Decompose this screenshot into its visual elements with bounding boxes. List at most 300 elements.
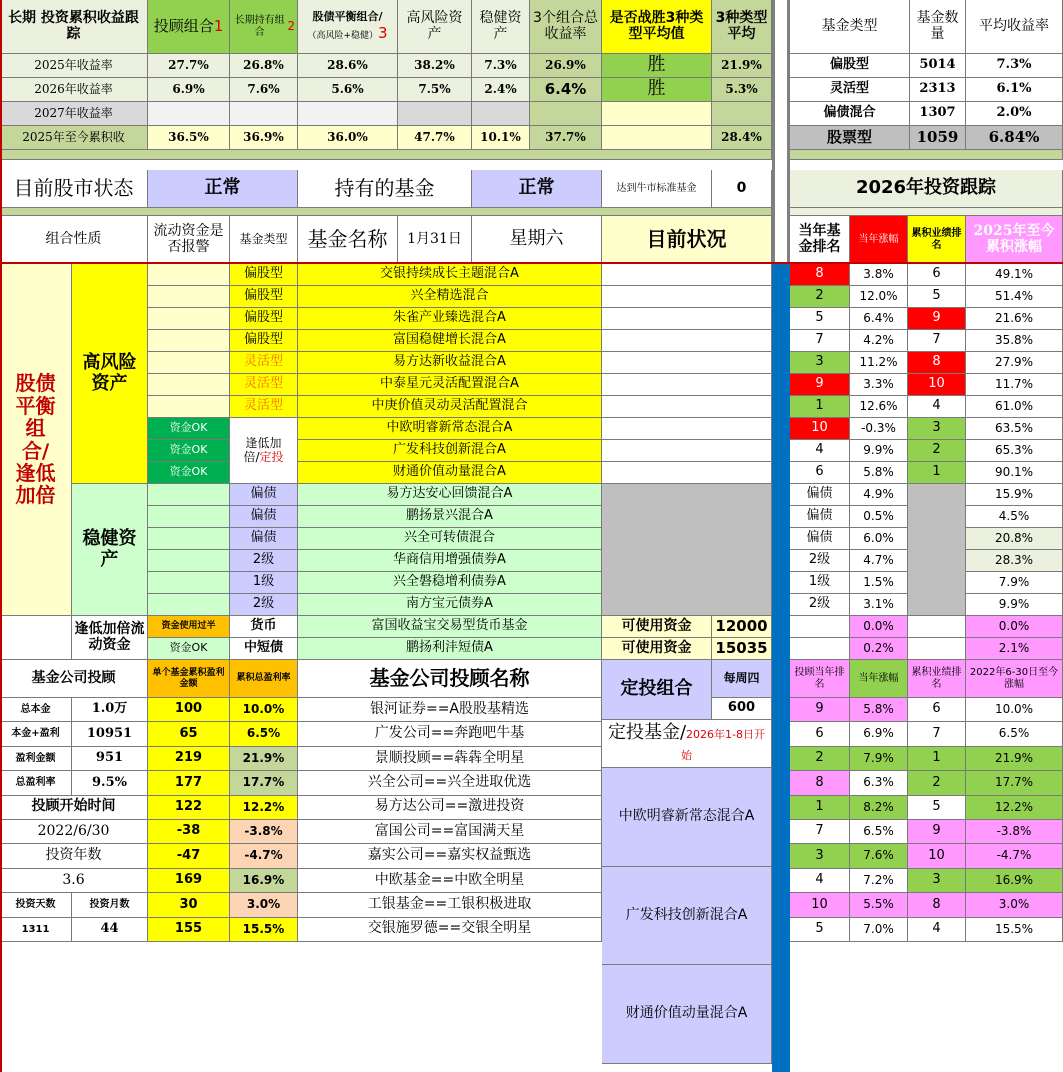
available-cash-label: 可使用资金 <box>602 616 712 638</box>
advisor-amount-header: 单个基金累积盈利金额 <box>148 660 230 698</box>
year-rank <box>790 616 850 638</box>
advisor-cumrank: 2 <box>908 771 966 795</box>
fund-name[interactable]: 富国稳健增长混合A <box>298 330 602 352</box>
advisor-amount: 219 <box>148 747 230 771</box>
cum-gain: 65.3% <box>966 440 1063 462</box>
summary-value <box>602 102 712 126</box>
fund-name[interactable]: 广发科技创新混合A <box>298 440 602 462</box>
plan-start: 2026年1-8日开始 <box>681 728 766 762</box>
year-rank: 2 <box>790 286 850 308</box>
report-cell: 资金使用过半 <box>148 616 230 638</box>
state-header: 目前状况 <box>602 216 772 264</box>
fund-name[interactable]: 富国收益宝交易型货币基金 <box>298 616 602 638</box>
summary-value <box>148 102 230 126</box>
advisor-rate: 21.9% <box>230 747 298 771</box>
advisor-cumrank-header: 累积业绩排名 <box>908 660 966 698</box>
report-cell <box>148 264 230 286</box>
available-cash-amount: 12000 <box>712 616 772 638</box>
summary-value: 26.9% <box>530 54 602 78</box>
fund-name[interactable]: 易方达安心回馈混合A <box>298 484 602 506</box>
header-number: 2 <box>287 18 295 33</box>
advisor-rank: 2 <box>790 747 850 771</box>
info-label: 盈利金额 <box>0 747 72 771</box>
advisor-amount: -38 <box>148 820 230 844</box>
type-header: 基金类型 <box>230 216 298 264</box>
fund-state <box>602 418 772 440</box>
summary-value <box>472 102 530 126</box>
fund-type-cell: 灵活型 <box>230 352 298 374</box>
fund-type-cell: 偏股型 <box>230 330 298 352</box>
info-value: 3.6 <box>0 869 148 893</box>
year-gain: 1.5% <box>850 572 908 594</box>
advisor-cum: 17.7% <box>966 771 1063 795</box>
advisor-cumrank: 9 <box>908 820 966 844</box>
advisor-rate: 15.5% <box>230 918 298 942</box>
fund-name[interactable]: 中泰星元灵活配置混合A <box>298 374 602 396</box>
year-rank: 9 <box>790 374 850 396</box>
plan-fund-name[interactable]: 广发科技创新混合A <box>602 867 772 966</box>
fund-state <box>602 308 772 330</box>
status-band <box>0 208 772 216</box>
report-cell <box>148 594 230 616</box>
status-band-right <box>790 208 1063 216</box>
fund-type-header: 基金类型 <box>790 0 910 54</box>
fund-state <box>602 330 772 352</box>
info-value: 44 <box>72 918 148 942</box>
weekday-header: 星期六 <box>472 216 602 264</box>
fund-name[interactable]: 财通价值动量混合A <box>298 462 602 484</box>
cum-gain: 21.6% <box>966 308 1063 330</box>
advisor-rate: 16.9% <box>230 869 298 893</box>
plan-amount: 600 <box>712 698 772 720</box>
fund-type-cell: 2.0% <box>966 102 1063 126</box>
advisor-name[interactable]: 中欧基金==中欧全明星 <box>298 869 602 893</box>
summary-header-7 <box>602 0 712 54</box>
advisor-cum: 10.0% <box>966 698 1063 722</box>
report-cell: 资金OK <box>148 418 230 440</box>
cum-gain: 35.8% <box>966 330 1063 352</box>
advisor-amount: 100 <box>148 698 230 722</box>
cum-rank: 2 <box>908 440 966 462</box>
group-cash: 逢低加倍流动资金 <box>72 616 148 660</box>
fund-type-cell: 1307 <box>910 102 966 126</box>
summary-value: 7.3% <box>472 54 530 78</box>
advisor-cum: 21.9% <box>966 747 1063 771</box>
advisor-cumrank: 6 <box>908 698 966 722</box>
advisor-amount: 65 <box>148 722 230 746</box>
year-gain: 11.2% <box>850 352 908 374</box>
info-label: 本金+盈利 <box>0 722 72 746</box>
advisor-rate: 12.2% <box>230 796 298 820</box>
left-edge <box>0 0 2 1072</box>
line <box>232 437 295 450</box>
advisor-rate: 6.5% <box>230 722 298 746</box>
summary-row-label: 2026年收益率 <box>0 78 148 102</box>
fund-name[interactable]: 交银持续成长主题混合A <box>298 264 602 286</box>
advisor-rate: -3.8% <box>230 820 298 844</box>
year-rank: 1级 <box>790 572 850 594</box>
fund-type-cell: 6.84% <box>966 126 1063 150</box>
fund-state <box>602 286 772 308</box>
year-rank: 6 <box>790 462 850 484</box>
cum-rank <box>908 616 966 638</box>
report-cell <box>148 308 230 330</box>
summary-value: 胜 <box>602 54 712 78</box>
year-gain: 12.0% <box>850 286 908 308</box>
advisor-amount: 177 <box>148 771 230 795</box>
info-label: 总本金 <box>0 698 72 722</box>
line <box>232 451 295 464</box>
advisor-rank: 10 <box>790 893 850 917</box>
fund-type-cell: 偏债 <box>230 528 298 550</box>
advisor-gain: 7.6% <box>850 844 908 868</box>
advisor-rank: 8 <box>790 771 850 795</box>
dbl-text: 逢低加 <box>245 436 282 451</box>
info-value: 951 <box>72 747 148 771</box>
fund-name[interactable]: 华商信用增强债券A <box>298 550 602 572</box>
report-header: 流动资金是否报警 <box>148 216 230 264</box>
cum-rank: 5 <box>908 286 966 308</box>
advisor-rank: 9 <box>790 698 850 722</box>
advisor-gain: 6.3% <box>850 771 908 795</box>
cum-gain: 11.7% <box>966 374 1063 396</box>
cum-gain: 63.5% <box>966 418 1063 440</box>
fund-name[interactable]: 兴全精选混合 <box>298 286 602 308</box>
year-rank: 10 <box>790 418 850 440</box>
summary-value: 47.7% <box>398 126 472 150</box>
summary-header-3 <box>298 0 398 54</box>
fund-type-cell: 1级 <box>230 572 298 594</box>
header-label: 3个组合总收益率 <box>533 9 598 42</box>
cum-gain: 15.9% <box>966 484 1063 506</box>
summary-value: 36.0% <box>298 126 398 150</box>
advisor-rate-header: 累积总盈利率 <box>230 660 298 698</box>
summary-value: 7.5% <box>398 78 472 102</box>
advisor-cum: -3.8% <box>966 820 1063 844</box>
advisor-gain: 5.8% <box>850 698 908 722</box>
fund-name[interactable]: 中欧明睿新常态混合A <box>298 418 602 440</box>
summary-value: 28.6% <box>298 54 398 78</box>
fund-type-cell: 2313 <box>910 78 966 102</box>
summary-value: 27.7% <box>148 54 230 78</box>
advisor-title: 基金公司投顾 <box>0 660 148 698</box>
summary-value: 6.4% <box>530 78 602 102</box>
advisor-rank: 7 <box>790 820 850 844</box>
market-status-value: 正常 <box>148 170 298 208</box>
cum-gain: 49.1% <box>966 264 1063 286</box>
advisor-cum: 6.5% <box>966 722 1063 746</box>
date-header: 1月31日 <box>398 216 472 264</box>
header-line <box>307 25 387 43</box>
header-label: 投顾组合 <box>153 17 214 36</box>
year-gain: 0.2% <box>850 638 908 660</box>
fund-state <box>602 462 772 484</box>
fund-type-header: 平均收益率 <box>966 0 1063 54</box>
advisor-cum-header: 2022年6-30日至今涨幅 <box>966 660 1063 698</box>
year-gain: 12.6% <box>850 396 908 418</box>
info-label: 投资天数 <box>0 893 72 917</box>
header-number: 1 <box>213 17 224 36</box>
year-gain: 0.0% <box>850 616 908 638</box>
summary-row-label: 2027年收益率 <box>0 102 148 126</box>
summary-footer-band <box>0 150 772 160</box>
info-value: 投资月数 <box>72 893 148 917</box>
cum-gain: 0.0% <box>966 616 1063 638</box>
advisor-gain: 7.9% <box>850 747 908 771</box>
advisor-name[interactable]: 富国公司==富国满天星 <box>298 820 602 844</box>
report-cell <box>148 528 230 550</box>
advisor-name[interactable]: 嘉实公司==嘉实权益甄选 <box>298 844 602 868</box>
summary-value: 26.8% <box>230 54 298 78</box>
report-cell <box>148 374 230 396</box>
fund-name[interactable]: 兴全可转债混合 <box>298 528 602 550</box>
report-cell <box>148 484 230 506</box>
advisor-rank: 6 <box>790 722 850 746</box>
summary-value: 36.5% <box>148 126 230 150</box>
bull-standard-label: 达到牛市标准基金 <box>602 170 712 208</box>
year-gain: 3.3% <box>850 374 908 396</box>
cum-rank: 8 <box>908 352 966 374</box>
fund-state <box>602 440 772 462</box>
cum-rank: 7 <box>908 330 966 352</box>
advisor-rate: -4.7% <box>230 844 298 868</box>
fund-type-cell: 偏股型 <box>230 286 298 308</box>
advisor-rank: 1 <box>790 796 850 820</box>
year-rank: 1 <box>790 396 850 418</box>
year-rank: 3 <box>790 352 850 374</box>
advisor-name[interactable]: 广发公司==奔跑吧牛基 <box>298 722 602 746</box>
fund-state <box>602 352 772 374</box>
summary-header-5 <box>472 0 530 54</box>
summary-value: 36.9% <box>230 126 298 150</box>
advisor-rate: 10.0% <box>230 698 298 722</box>
fund-name[interactable]: 中庚价值灵动灵活配置混合 <box>298 396 602 418</box>
fund-type-cell: 偏股型 <box>230 308 298 330</box>
header-line <box>312 10 382 25</box>
advisor-rank: 3 <box>790 844 850 868</box>
rank-header: 当年基金排名 <box>790 216 850 264</box>
advisor-cum: -4.7% <box>966 844 1063 868</box>
advisor-cum: 16.9% <box>966 869 1063 893</box>
advisor-cum: 12.2% <box>966 796 1063 820</box>
fund-state <box>602 396 772 418</box>
report-cell: 资金OK <box>148 462 230 484</box>
summary-value: 5.6% <box>298 78 398 102</box>
summary-row-label: 2025年收益率 <box>0 54 148 78</box>
summary-value <box>602 126 712 150</box>
fund-name[interactable]: 鹏扬利沣短债A <box>298 638 602 660</box>
summary-header-2 <box>230 0 298 54</box>
summary-value <box>712 102 772 126</box>
fund-type-cell: 偏股型 <box>230 264 298 286</box>
group-cash-spacer <box>0 616 72 660</box>
plan-fund-name[interactable]: 中欧明睿新常态混合A <box>602 768 772 867</box>
cum-rank: 3 <box>908 418 966 440</box>
advisor-cumrank: 1 <box>908 747 966 771</box>
group-stable: 稳健资产 <box>72 484 148 616</box>
info-value: 1.0万 <box>72 698 148 722</box>
nature-header: 组合性质 <box>0 216 148 264</box>
advisor-name-header: 基金公司投顾名称 <box>298 660 602 698</box>
summary-header-6 <box>530 0 602 54</box>
report-cell <box>148 330 230 352</box>
info-value: 2022/6/30 <box>0 820 148 844</box>
advisor-rate: 17.7% <box>230 771 298 795</box>
advisor-gain: 7.2% <box>850 869 908 893</box>
summary-value: 7.6% <box>230 78 298 102</box>
fund-type-cell: 中短债 <box>230 638 298 660</box>
report-cell <box>148 396 230 418</box>
cum-gain: 51.4% <box>966 286 1063 308</box>
advisor-name[interactable]: 易方达公司==激进投资 <box>298 796 602 820</box>
market-status-label: 目前股市状态 <box>0 170 148 208</box>
year-gain: -0.3% <box>850 418 908 440</box>
fund-name[interactable]: 兴全磐稳增利债券A <box>298 572 602 594</box>
advisor-gain: 5.5% <box>850 893 908 917</box>
blue-divider <box>772 264 790 1072</box>
plan-fund-title <box>602 720 772 768</box>
fund-type-cell: 灵活型 <box>230 374 298 396</box>
report-cell <box>148 352 230 374</box>
summary-value: 28.4% <box>712 126 772 150</box>
advisor-rank-header: 投顾当年排名 <box>790 660 850 698</box>
advisor-gain: 6.5% <box>850 820 908 844</box>
section-line <box>0 262 1063 264</box>
fund-name[interactable]: 朱雀产业臻选混合A <box>298 308 602 330</box>
fund-type-cell: 股票型 <box>790 126 910 150</box>
advisor-name[interactable]: 景顺投顾==犇犇全明星 <box>298 747 602 771</box>
held-funds-value: 正常 <box>472 170 602 208</box>
fund-name[interactable]: 易方达新收益混合A <box>298 352 602 374</box>
cum-gain: 2.1% <box>966 638 1063 660</box>
summary-header-4 <box>398 0 472 54</box>
advisor-cumrank: 10 <box>908 844 966 868</box>
available-cash-label: 可使用资金 <box>602 638 712 660</box>
fund-type-cell: 灵活型 <box>790 78 910 102</box>
fund-type-header: 基金数量 <box>910 0 966 54</box>
fund-type-cell: 5014 <box>910 54 966 78</box>
year-gain: 4.9% <box>850 484 908 506</box>
track-title: 2026年投资跟踪 <box>790 170 1063 208</box>
year-rank: 7 <box>790 330 850 352</box>
fund-type-cell: 7.3% <box>966 54 1063 78</box>
summary-value <box>230 102 298 126</box>
stable-state-merged <box>602 484 772 616</box>
advisor-name[interactable]: 交银施罗德==交银全明星 <box>298 918 602 942</box>
plan-fund-label: 定投基金/ <box>607 722 687 744</box>
cum-rank-merged <box>908 484 966 616</box>
fund-type-cell: 6.1% <box>966 78 1063 102</box>
advisor-cum: 3.0% <box>966 893 1063 917</box>
report-cell: 资金OK <box>148 638 230 660</box>
summary-value <box>298 102 398 126</box>
fund-type-cell: 2级 <box>230 550 298 572</box>
info-label: 投顾开始时间 <box>0 796 148 820</box>
cum-gain: 4.5% <box>966 506 1063 528</box>
year-rank <box>790 638 850 660</box>
fund-type-cell: 2级 <box>230 594 298 616</box>
summary-header-1 <box>148 0 230 54</box>
summary-value: 37.7% <box>530 126 602 150</box>
year-gain: 6.0% <box>850 528 908 550</box>
cum-gain: 90.1% <box>966 462 1063 484</box>
advisor-cumrank: 8 <box>908 893 966 917</box>
advisor-rate: 3.0% <box>230 893 298 917</box>
year-gain: 3.1% <box>850 594 908 616</box>
cum-rank: 10 <box>908 374 966 396</box>
info-label: 1311 <box>0 918 72 942</box>
cum-gain: 20.8% <box>966 528 1063 550</box>
report-cell <box>148 286 230 308</box>
header-sub: （高风险+稳健） <box>307 31 378 41</box>
summary-value: 38.2% <box>398 54 472 78</box>
fund-state <box>602 374 772 396</box>
year-gain: 9.9% <box>850 440 908 462</box>
advisor-cumrank: 7 <box>908 722 966 746</box>
header-label: 股债平衡组合/ <box>312 10 383 24</box>
cum-gain: 27.9% <box>966 352 1063 374</box>
advisor-cumrank: 3 <box>908 869 966 893</box>
report-cell: 资金OK <box>148 440 230 462</box>
summary-value: 5.3% <box>712 78 772 102</box>
cum-rank-header: 累积业绩排名 <box>908 216 966 264</box>
advisor-amount: -47 <box>148 844 230 868</box>
year-gain: 6.4% <box>850 308 908 330</box>
cum-gain-header: 2025年至今累积涨幅 <box>966 216 1063 264</box>
fund-name[interactable]: 鹏扬景兴混合A <box>298 506 602 528</box>
cum-rank <box>908 638 966 660</box>
summary-value <box>530 102 602 126</box>
bull-standard-count: 0 <box>712 170 772 208</box>
group-main: 股债平衡组合/逢低加倍 <box>0 264 72 616</box>
advisor-name[interactable]: 银河证券==A股股基精选 <box>298 698 602 722</box>
advisor-rank: 4 <box>790 869 850 893</box>
year-rank: 2级 <box>790 550 850 572</box>
report-cell <box>148 550 230 572</box>
year-gain: 5.8% <box>850 462 908 484</box>
plan-day: 每周四 <box>712 660 772 698</box>
advisor-cumrank: 5 <box>908 796 966 820</box>
fund-name[interactable]: 南方宝元债券A <box>298 594 602 616</box>
advisor-name[interactable]: 工银基金==工银积极进取 <box>298 893 602 917</box>
name-header: 基金名称 <box>298 216 398 264</box>
report-cell <box>148 572 230 594</box>
fund-type-footer-band <box>790 150 1063 160</box>
year-gain: 4.2% <box>850 330 908 352</box>
plan-title: 定投组合 <box>602 660 712 720</box>
fund-state <box>602 264 772 286</box>
cum-rank: 1 <box>908 462 966 484</box>
year-rank: 2级 <box>790 594 850 616</box>
advisor-rank: 5 <box>790 918 850 942</box>
header-label: 高风险资产 <box>406 9 463 42</box>
fund-type-cell: 偏债混合 <box>790 102 910 126</box>
info-value: 10951 <box>72 722 148 746</box>
plan-fund-name[interactable]: 财通价值动量混合A <box>602 965 772 1064</box>
year-rank: 4 <box>790 440 850 462</box>
year-rank: 偏债 <box>790 506 850 528</box>
advisor-gain: 8.2% <box>850 796 908 820</box>
cum-rank: 6 <box>908 264 966 286</box>
summary-row-label: 2025年至今累积收 <box>0 126 148 150</box>
cum-gain: 28.3% <box>966 550 1063 572</box>
fund-type-cell: 灵活型 <box>230 396 298 418</box>
year-rank: 5 <box>790 308 850 330</box>
advisor-amount: 169 <box>148 869 230 893</box>
advisor-name[interactable]: 兴全公司==兴全进取优选 <box>298 771 602 795</box>
report-cell <box>148 506 230 528</box>
advisor-gain: 6.9% <box>850 722 908 746</box>
